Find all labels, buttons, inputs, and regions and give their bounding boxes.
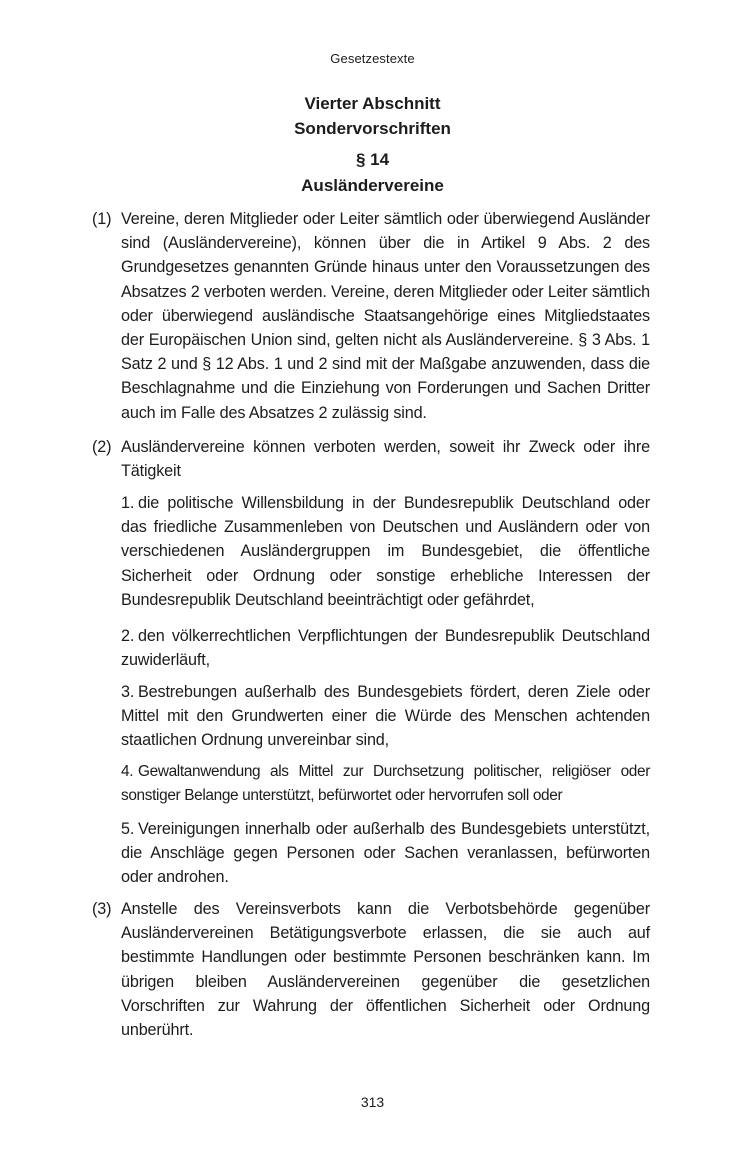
- list-item-number: 2.: [121, 627, 135, 645]
- section-heading-line1: Vierter Abschnitt: [304, 94, 441, 113]
- list-item-number: 3.: [121, 683, 135, 701]
- subsection-text: Vereine, deren Mitglieder oder Leiter sämtlich oder überwiegend Ausländer sind (Ausländervereine), können über die in Artikel 9 Abs. 2 des Grundgesetzes genannten Gründe hinaus unter den Voraussetzungen des Absatzes 2 verboten werden. Vereine, deren Mitglieder oder Leiter sämtlich oder überwiegend ausländische Staatsangehörige eines Mitgliedstaates der Europäischen Union sind, gelten nicht als Ausländervereine. § 3 Abs. 1 Satz 2 und § 12 Abs. 1 und 2 sind mit der Maßgabe anzuwenden, dass die Beschlagnahme und die Einziehung von Forderungen und Sachen Dritter auch im Falle des Absatzes 2 zulässig sind.: [121, 210, 650, 422]
- subsection-3: [92, 897, 650, 1042]
- list-item-text: Vereinigungen innerhalb oder außerhalb des Bundesgebiets unterstützt, die Anschläge gegen Personen oder Sachen veranlassen, befürworten oder androhen.: [121, 820, 650, 887]
- paragraph-symbol: § 14: [355, 150, 390, 169]
- subsection-text: Anstelle des Vereinsverbots kann die Verbotsbehörde gegenüber Ausländervereinen Betätigungsverbote erlassen, die sie auch auf bestimmte Handlungen oder bestimmte Personen beschränken kann. Im übrigen bleiben Ausländervereinen gegenüber die gesetzlichen Vorschriften zur Wahrung der öffentlichen Sicherheit oder Ordnung unberührt.: [121, 900, 650, 1040]
- list-item-number: 5.: [121, 820, 135, 838]
- list-item-1: [121, 491, 650, 612]
- paragraph-title: Ausländervereine: [301, 176, 444, 195]
- list-item-number: 1.: [121, 494, 135, 512]
- subsection-1: [92, 207, 650, 425]
- list-item-text: die politische Willensbildung in der Bundesrepublik Deutschland oder das friedliche Zusammenleben von Deutschen und Ausländern oder von verschiedenen Ausländergruppen im Bundesgebiet, die öffentliche Sicherheit oder Ordnung oder sonstige erhebliche Interessen der Bundesrepublik Deutschland beeinträchtigt oder gefährdet,: [121, 494, 650, 609]
- subsection-number: (2): [92, 438, 112, 456]
- running-head: Gesetzestexte: [330, 51, 415, 66]
- subsection-number: (3): [92, 900, 112, 918]
- list-item-5: [121, 817, 650, 890]
- section-heading-line2: Sondervorschriften: [294, 119, 451, 138]
- list-item-2: [121, 624, 650, 672]
- list-item-number: 4.: [121, 763, 134, 780]
- subsection-2: [92, 435, 650, 483]
- list-item-4: [121, 760, 650, 808]
- list-item-text: Gewaltanwendung als Mittel zur Durchsetzung politischer, religiöser oder sonstiger Belange unterstützt, befürwortet oder hervorrufen soll oder: [121, 763, 650, 805]
- subsection-text: Ausländervereine können verboten werden, soweit ihr Zweck oder ihre Tätigkeit: [121, 438, 650, 481]
- list-item-text: Bestrebungen außerhalb des Bundesgebiets fördert, deren Ziele oder Mittel mit den Grundwerten einer die Würde des Menschen achtenden staatlichen Ordnung unvereinbar sind,: [121, 683, 650, 750]
- page-number: 313: [360, 1094, 385, 1110]
- list-item-text: den völkerrechtlichen Verpflichtungen der Bundesrepublik Deutschland zuwiderläuft,: [121, 627, 650, 670]
- subsection-number: (1): [92, 210, 112, 228]
- list-item-3: [121, 680, 650, 753]
